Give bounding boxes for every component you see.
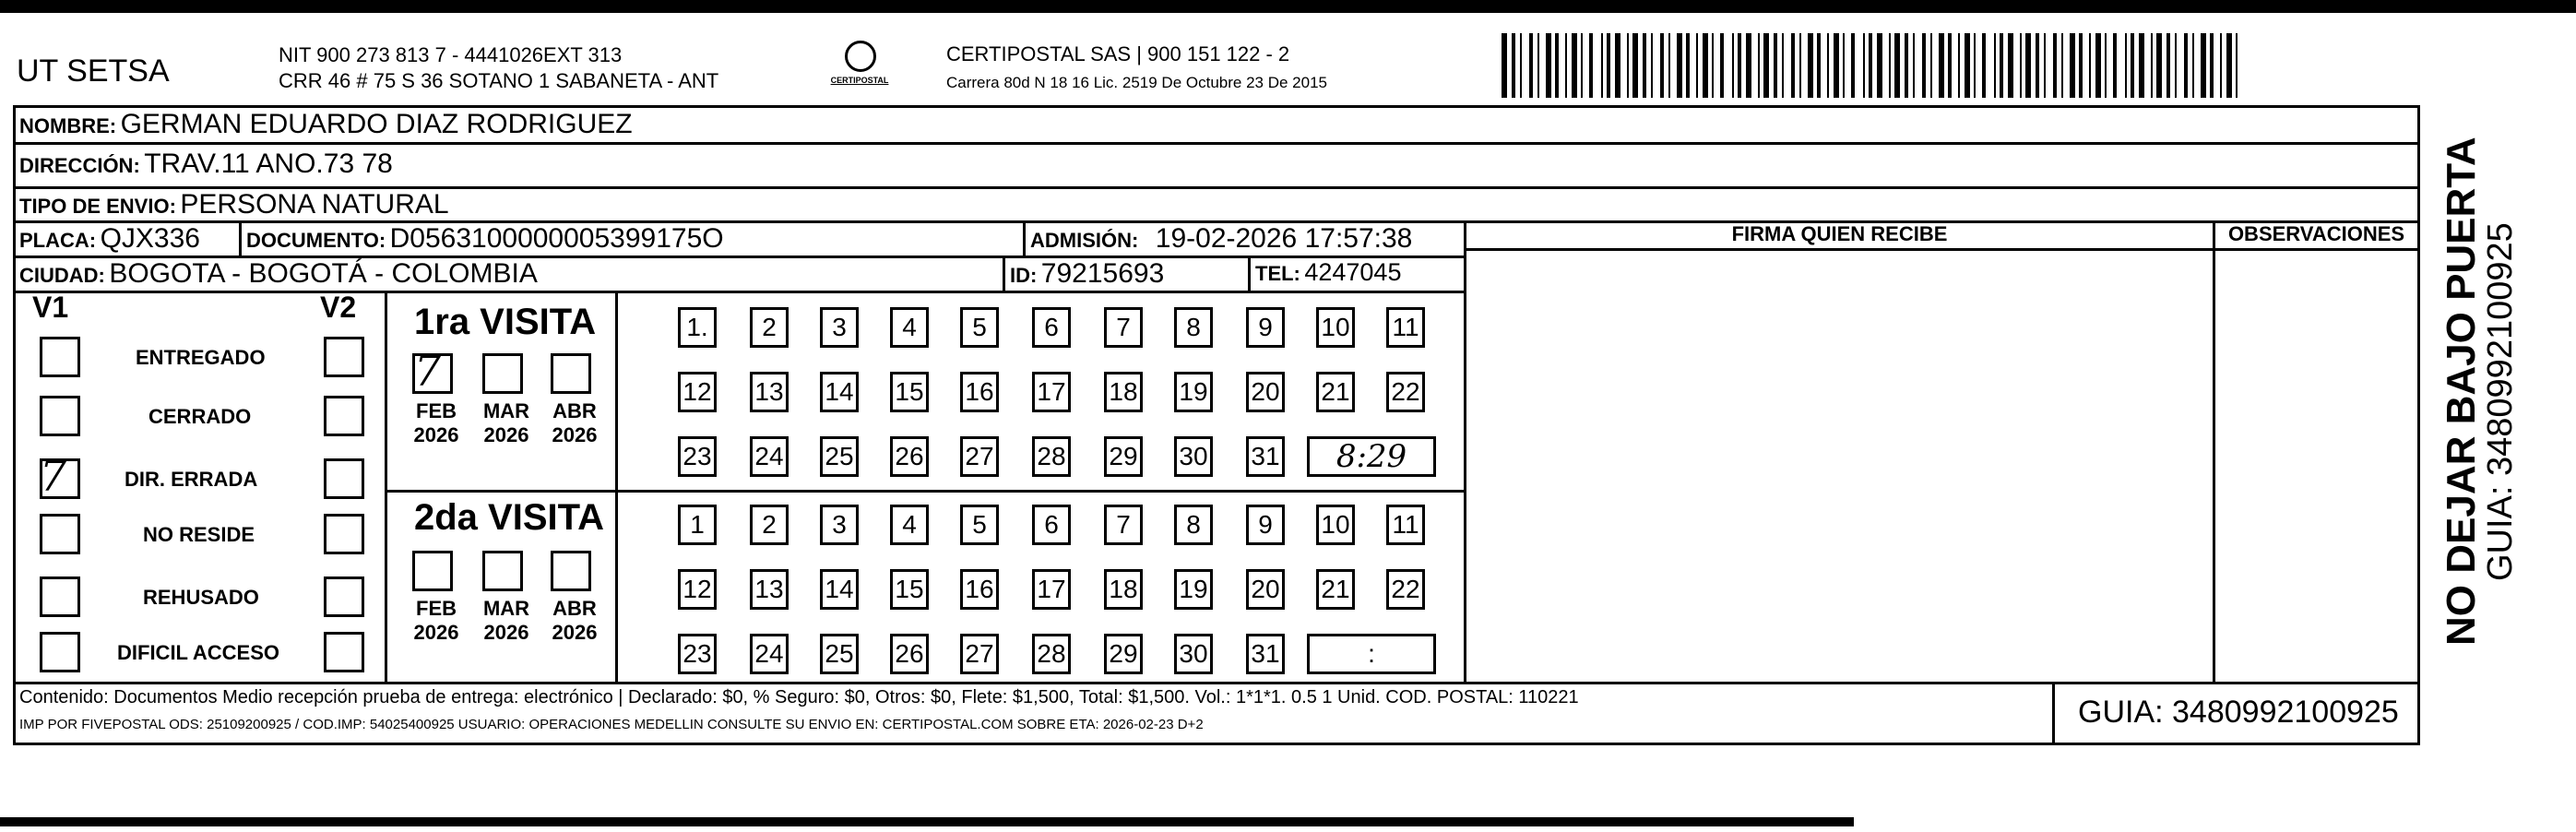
visit1-day-30[interactable]: 30 [1174,436,1213,477]
visit2-day-7[interactable]: 7 [1104,505,1143,545]
documento-value: D0563100000005399175O [389,223,724,254]
tipo-envio-label: TIPO DE ENVIO: [19,195,176,218]
visit2-day-9[interactable]: 9 [1246,505,1285,545]
divider [2052,682,2055,743]
placa-value: QJX336 [100,223,200,254]
visit1-day-2[interactable]: 2 [750,307,789,348]
documento-label: DOCUMENTO: [246,229,386,252]
visit1-day-12[interactable]: 12 [678,372,717,412]
footer-print-info: IMP POR FIVEPOSTAL ODS: 25109200925 / COD.IMP: 54025400925 USUARIO: OPERACIONES MEDELLIN CONSULTE SU ENVIO EN: CERTIPOSTAL.COM SOBRE ETA: 2026-02-23 D+2 [19,717,1204,732]
top-border-rule [0,0,2576,13]
visit1-day-29[interactable]: 29 [1104,436,1143,477]
v1-checkbox-entregado[interactable] [40,337,80,377]
visit1-day-22[interactable]: 22 [1386,372,1425,412]
visit2-day-20[interactable]: 20 [1246,569,1285,610]
tipo-envio-row [19,189,449,220]
ciudad-value: BOGOTA - BOGOTÁ - COLOMBIA [109,258,538,289]
visit2-day-19[interactable]: 19 [1174,569,1213,610]
divider [16,682,2417,684]
visit2-month-checkbox-abr[interactable] [551,551,591,591]
visit2-month-checkbox-mar[interactable] [482,551,523,591]
v2-checkbox-cerrado[interactable] [324,396,364,436]
company-info [279,42,718,94]
visit2-day-8[interactable]: 8 [1174,505,1213,545]
visit1-day-24[interactable]: 24 [750,436,789,477]
visit1-time-box[interactable]: 8:29 [1307,436,1436,477]
certipostal-logo [817,41,902,96]
observaciones-header: OBSERVACIONES [2227,222,2405,245]
v1-checkbox-no-reside[interactable] [40,514,80,554]
visit1-day-31[interactable]: 31 [1246,436,1285,477]
status-label-no-reside: NO RESIDE [143,523,255,546]
visit2-month-label-feb: FEB 2026 [413,597,459,644]
company-address: CRR 46 # 75 S 36 SOTANO 1 SABANETA - ANT [279,69,719,92]
divider [1003,256,1005,291]
v1-handwritten-mark: 7 [40,451,67,501]
divider [1023,220,1026,256]
placa-label: PLACA: [19,229,97,252]
direccion-value: TRAV.11 ANO.73 78 [144,149,393,179]
visit1-day-20[interactable]: 20 [1246,372,1285,412]
visit2-day-6[interactable]: 6 [1032,505,1071,545]
v2-checkbox-rehusado[interactable] [324,576,364,617]
visit2-day-21[interactable]: 21 [1316,569,1355,610]
v2-header: V2 [320,291,357,324]
visit1-day-10[interactable]: 10 [1316,307,1355,348]
visit2-month-label-mar: MAR 2026 [482,597,530,644]
visit1-day-27[interactable]: 27 [960,436,999,477]
footer-guia-number: GUIA: 3480992100925 [2078,695,2399,730]
company-name: UT SETSA [17,53,170,89]
visit1-day-23[interactable]: 23 [678,436,717,477]
divider [1464,220,1466,682]
courier-license: Carrera 80d N 18 16 Lic. 2519 De Octubre 23 De 2015 [946,74,1327,91]
visit2-day-1[interactable]: 1 [678,505,717,545]
divider [2213,220,2215,682]
visit2-day-25[interactable]: 25 [820,634,859,674]
visit1-day-28[interactable]: 28 [1032,436,1071,477]
admision-value: 19-02-2026 17:57:38 [1155,223,1413,254]
admision-cell [1030,223,1412,255]
id-label: ID: [1010,264,1038,287]
status-label-entregado: ENTREGADO [136,346,266,369]
visit2-day-16[interactable]: 16 [960,569,999,610]
visit2-day-24[interactable]: 24 [750,634,789,674]
v1-checkbox-rehusado[interactable] [40,576,80,617]
visit1-day-17[interactable]: 17 [1032,372,1071,412]
visit1-day-6[interactable]: 6 [1032,307,1071,348]
visit2-day-31[interactable]: 31 [1246,634,1285,674]
status-label-dificil-acceso: DIFICIL ACCESO [117,641,280,664]
divider [1464,248,2417,251]
status-label-rehusado: REHUSADO [143,586,259,609]
ciudad-label: CIUDAD: [19,264,105,287]
id-value: 79215693 [1040,258,1165,289]
visit2-day-18[interactable]: 18 [1104,569,1143,610]
footer-contents: Contenido: Documentos Medio recepción prueba de entrega: electrónico | Declarado: $0, % Seguro: $0, Otros: $0, Flete: $1,500, Total: $1,500. Vol.: 1*1*1. 0.5 1 Unid. COD. POSTAL: 110221 [19,687,1579,707]
side-warning: NO DEJAR BAJO PUERTA [2439,137,2484,646]
visit2-month-checkbox-feb[interactable] [412,551,453,591]
visit2-day-22[interactable]: 22 [1386,569,1425,610]
visit2-day-14[interactable]: 14 [820,569,859,610]
divider [16,142,2417,145]
visit2-day-27[interactable]: 27 [960,634,999,674]
visit2-day-2[interactable]: 2 [750,505,789,545]
visit2-day-15[interactable]: 15 [890,569,929,610]
visit1-title: 1ra VISITA [414,302,597,342]
logo-circle-icon [845,41,876,72]
visit1-day-1[interactable]: 1. [678,307,717,348]
visit1-day-15[interactable]: 15 [890,372,929,412]
visit1-day-3[interactable]: 3 [820,307,859,348]
visit1-month-label-feb: FEB 2026 [413,399,459,446]
visit1-day-21[interactable]: 21 [1316,372,1355,412]
visit1-day-8[interactable]: 8 [1174,307,1213,348]
visit1-day-13[interactable]: 13 [750,372,789,412]
divider [615,291,618,682]
courier-title: CERTIPOSTAL SAS | 900 151 122 - 2 [946,42,1290,65]
logo-text: CERTIPOSTAL [830,76,889,85]
visit2-month-label-abr: ABR 2026 [552,597,598,644]
v2-checkbox-no-reside[interactable] [324,514,364,554]
divider [385,291,387,682]
visit1-day-11[interactable]: 11 [1386,307,1425,348]
status-label-dir-errada: DIR. ERRADA [125,468,258,491]
visit2-day-26[interactable]: 26 [890,634,929,674]
tipo-envio-value: PERSONA NATURAL [180,189,449,220]
v1-checkbox-dificil-acceso[interactable] [40,632,80,672]
visit1-month-checkbox-abr[interactable] [551,353,591,394]
v2-checkbox-dir-errada[interactable] [324,458,364,499]
visit1-day-9[interactable]: 9 [1246,307,1285,348]
visit1-month-checkbox-mar[interactable] [482,353,523,394]
tel-cell [1255,258,1401,287]
divider [16,291,1464,293]
direccion-row [19,149,393,180]
visit2-title: 2da VISITA [414,497,604,538]
visit1-month-handwritten-mark: 7 [414,346,442,396]
visit1-day-4[interactable]: 4 [890,307,929,348]
nombre-label: NOMBRE: [19,114,117,137]
nombre-row [19,109,633,140]
nombre-value: GERMAN EDUARDO DIAZ RODRIGUEZ [120,109,633,139]
divider [385,490,1464,493]
visit2-day-28[interactable]: 28 [1032,634,1071,674]
documento-cell [246,223,724,255]
shipping-label-frame [13,105,2420,745]
visit1-day-7[interactable]: 7 [1104,307,1143,348]
v2-checkbox-dificil-acceso[interactable] [324,632,364,672]
barcode-icon [1502,33,2239,98]
visit1-day-18[interactable]: 18 [1104,372,1143,412]
v2-checkbox-entregado[interactable] [324,337,364,377]
visit2-day-17[interactable]: 17 [1032,569,1071,610]
divider [1248,256,1251,291]
visit2-day-4[interactable]: 4 [890,505,929,545]
v1-checkbox-cerrado[interactable] [40,396,80,436]
visit2-day-10[interactable]: 10 [1316,505,1355,545]
visit2-day-3[interactable]: 3 [820,505,859,545]
visit2-day-11[interactable]: 11 [1386,505,1425,545]
status-label-cerrado: CERRADO [148,405,252,428]
ciudad-cell [19,258,538,290]
visit1-month-label-mar: MAR 2026 [482,399,530,446]
admision-label: ADMISIÓN: [1030,229,1139,252]
visit2-day-12[interactable]: 12 [678,569,717,610]
tel-value: 4247045 [1304,258,1402,286]
visit2-day-29[interactable]: 29 [1104,634,1143,674]
visit1-day-26[interactable]: 26 [890,436,929,477]
direccion-label: DIRECCIÓN: [19,154,140,177]
v1-header: V1 [32,291,69,324]
placa-cell [19,223,200,255]
visit2-day-23[interactable]: 23 [678,634,717,674]
divider [239,220,242,256]
visit1-day-16[interactable]: 16 [960,372,999,412]
visit2-day-5[interactable]: 5 [960,505,999,545]
visit1-month-label-abr: ABR 2026 [552,399,598,446]
visit1-day-19[interactable]: 19 [1174,372,1213,412]
firma-header: FIRMA QUIEN RECIBE [1731,222,1948,245]
visit1-day-5[interactable]: 5 [960,307,999,348]
visit2-day-30[interactable]: 30 [1174,634,1213,674]
visit2-time-box[interactable]: : [1307,634,1436,674]
visit1-day-25[interactable]: 25 [820,436,859,477]
visit1-day-14[interactable]: 14 [820,372,859,412]
tel-label: TEL: [1255,262,1300,285]
bottom-border-rule [0,817,1854,826]
side-guia-number: GUIA: 3480992100925 [2481,222,2520,581]
id-cell [1010,258,1164,290]
nit-line: NIT 900 273 813 7 - 4441026EXT 313 [279,43,623,66]
visit2-day-13[interactable]: 13 [750,569,789,610]
